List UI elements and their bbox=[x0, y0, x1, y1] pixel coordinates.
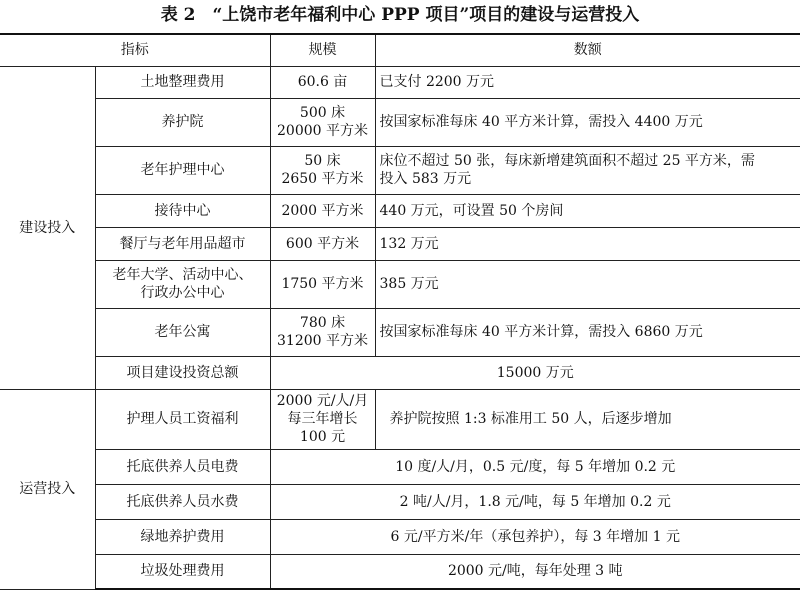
category-construction: 建设投入 bbox=[0, 66, 95, 389]
row-scale: 780 床 31200 平方米 bbox=[270, 308, 375, 356]
total-value: 15000 万元 bbox=[270, 356, 800, 389]
total-label: 项目建设投资总额 bbox=[95, 356, 270, 389]
row-scale: 600 平方米 bbox=[270, 227, 375, 260]
row-amount: 385 万元 bbox=[375, 260, 800, 308]
row-name: 老年大学、活动中心、 行政办公中心 bbox=[95, 260, 270, 308]
row-name: 绿地养护费用 bbox=[95, 519, 270, 554]
row-amount: 按国家标准每床 40 平方米计算，需投入 4400 万元 bbox=[375, 98, 800, 146]
table-row bbox=[0, 227, 800, 260]
row-amount: 132 万元 bbox=[375, 227, 800, 260]
row-value: 6 元/平方米/年（承包养护），每 3 年增加 1 元 bbox=[270, 519, 800, 554]
table-row bbox=[0, 449, 800, 484]
table-row bbox=[0, 98, 800, 146]
total-row bbox=[0, 356, 800, 389]
row-name: 老年护理中心 bbox=[95, 146, 270, 194]
table-row bbox=[0, 308, 800, 356]
row-scale: 50 床 2650 平方米 bbox=[270, 146, 375, 194]
row-name: 餐厅与老年用品超市 bbox=[95, 227, 270, 260]
table-row bbox=[0, 484, 800, 519]
table-row bbox=[0, 260, 800, 308]
row-name: 托底供养人员水费 bbox=[95, 484, 270, 519]
row-amount: 已支付 2200 万元 bbox=[375, 66, 800, 98]
category-operation: 运营投入 bbox=[0, 389, 95, 589]
row-amount: 床位不超过 50 张，每床新增建筑面积不超过 25 平方米，需 投入 583 万元 bbox=[375, 146, 800, 194]
investment-table bbox=[0, 33, 800, 590]
row-value: 2000 元/吨，每年处理 3 吨 bbox=[270, 554, 800, 589]
row-name: 托底供养人员电费 bbox=[95, 449, 270, 484]
header-amount: 数额 bbox=[375, 34, 800, 66]
header-row bbox=[0, 34, 800, 66]
row-value: 10 度/人/月，0.5 元/度，每 5 年增加 0.2 元 bbox=[270, 449, 800, 484]
row-amount: 养护院按照 1:3 标准用工 50 人，后逐步增加 bbox=[375, 389, 800, 449]
row-amount: 按国家标准每床 40 平方米计算，需投入 6860 万元 bbox=[375, 308, 800, 356]
row-value: 2 吨/人/月，1.8 元/吨，每 5 年增加 0.2 元 bbox=[270, 484, 800, 519]
row-name: 养护院 bbox=[95, 98, 270, 146]
header-scale: 规模 bbox=[270, 34, 375, 66]
row-name: 护理人员工资福利 bbox=[95, 389, 270, 449]
row-scale: 2000 元/人/月 每三年增长 100 元 bbox=[270, 389, 375, 449]
table-row bbox=[0, 554, 800, 589]
table-row bbox=[0, 146, 800, 194]
table-row bbox=[0, 389, 800, 449]
row-name: 垃圾处理费用 bbox=[95, 554, 270, 589]
row-scale: 2000 平方米 bbox=[270, 194, 375, 227]
row-name: 老年公寓 bbox=[95, 308, 270, 356]
table-row bbox=[0, 66, 800, 98]
row-amount: 440 万元，可设置 50 个房间 bbox=[375, 194, 800, 227]
row-scale: 60.6 亩 bbox=[270, 66, 375, 98]
row-scale: 500 床 20000 平方米 bbox=[270, 98, 375, 146]
header-indicator: 指标 bbox=[0, 34, 270, 66]
table-row bbox=[0, 519, 800, 554]
row-name: 接待中心 bbox=[95, 194, 270, 227]
table-title: 表 2 “上饶市老年福利中心 PPP 项目”项目的建设与运营投入 bbox=[160, 5, 640, 25]
row-name: 土地整理费用 bbox=[95, 66, 270, 98]
row-scale: 1750 平方米 bbox=[270, 260, 375, 308]
table-row bbox=[0, 194, 800, 227]
